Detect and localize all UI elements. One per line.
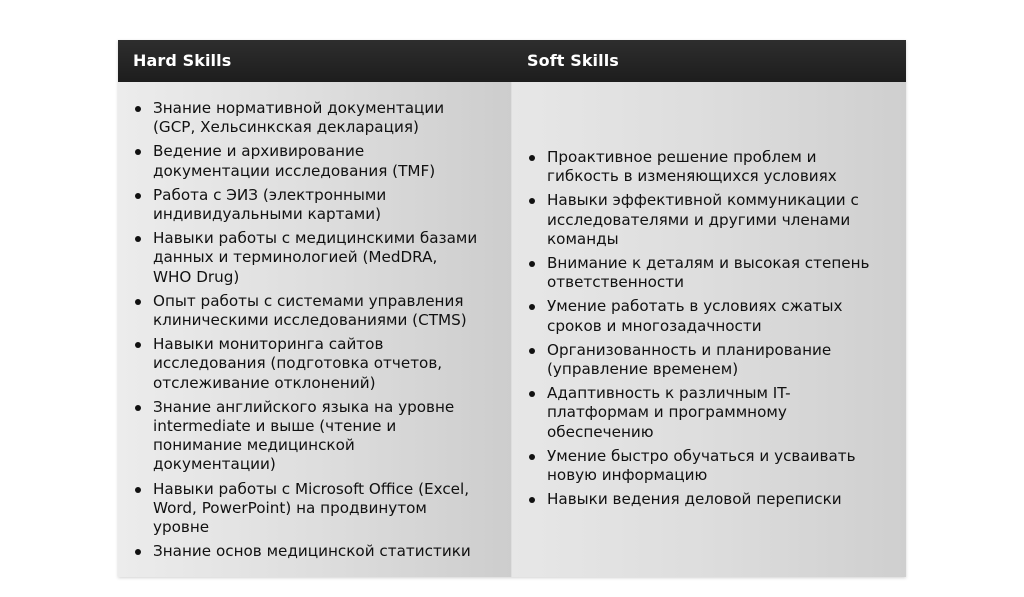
list-item bbox=[118, 542, 512, 561]
bullet-icon bbox=[135, 106, 141, 112]
bullet-icon bbox=[135, 405, 141, 411]
list-item-text: Опыт работы с системами управления bbox=[153, 291, 464, 310]
header-soft-skills: Soft Skills bbox=[527, 51, 619, 70]
list-item-text: WHO Drug) bbox=[153, 267, 240, 286]
list-item-text: документации исследования (TMF) bbox=[153, 161, 436, 180]
list-item-text: Внимание к деталям и высокая степень bbox=[547, 254, 870, 273]
list-item-text: исследования (подготовка отчетов, bbox=[153, 354, 443, 373]
list-item bbox=[512, 447, 906, 485]
list-item-text: гибкость в изменяющихся условиях bbox=[547, 167, 837, 186]
list-item-text: Ведение и архивирование bbox=[153, 142, 365, 161]
list-item-text: команды bbox=[547, 229, 619, 248]
list-item-text: индивидуальными картами) bbox=[153, 205, 382, 224]
list-item-text: Адаптивность к различным IT- bbox=[547, 384, 791, 403]
list-item-text: понимание медицинской bbox=[153, 436, 355, 455]
soft-skills-column bbox=[512, 82, 906, 577]
list-item-text: Проактивное решение проблем и bbox=[547, 148, 817, 166]
list-item-text: сроков и многозадачности bbox=[547, 316, 762, 335]
list-item bbox=[512, 191, 906, 249]
bullet-icon bbox=[529, 304, 535, 310]
list-item bbox=[512, 490, 906, 509]
soft-skills-list bbox=[512, 148, 906, 514]
hard-skills-list bbox=[118, 99, 512, 566]
bullet-icon bbox=[135, 487, 141, 493]
bullet-icon bbox=[529, 348, 535, 354]
bullet-icon bbox=[529, 198, 535, 204]
list-item bbox=[512, 297, 906, 335]
list-item bbox=[118, 99, 512, 137]
bullet-icon bbox=[529, 155, 535, 161]
table-header bbox=[118, 40, 906, 82]
bullet-icon bbox=[135, 236, 141, 242]
list-item-text: Навыки ведения деловой переписки bbox=[547, 490, 842, 509]
list-item bbox=[118, 335, 512, 393]
bullet-icon bbox=[135, 549, 141, 555]
list-item-text: данных и терминологией (MedDRA, bbox=[153, 248, 438, 267]
list-item bbox=[512, 148, 906, 186]
list-item-text: Навыки мониторинга сайтов bbox=[153, 335, 384, 354]
list-item-text: (GCP, Хельсинкская декларация) bbox=[153, 118, 419, 137]
list-item bbox=[512, 341, 906, 379]
list-item-text: исследователями и другими членами bbox=[547, 210, 851, 229]
list-item-text: Навыки эффективной коммуникации с bbox=[547, 191, 859, 210]
list-item-text: Умение быстро обучаться и усваивать bbox=[547, 446, 856, 465]
bullet-icon bbox=[135, 342, 141, 348]
hard-skills-column bbox=[118, 82, 512, 577]
list-item-text: новую информацию bbox=[547, 466, 708, 485]
list-item-text: ответственности bbox=[547, 273, 684, 292]
list-item-text: клиническими исследованиями (CTMS) bbox=[153, 311, 467, 330]
bullet-icon bbox=[529, 497, 535, 503]
list-item-text: Навыки работы с Microsoft Office (Excel, bbox=[153, 479, 470, 498]
list-item bbox=[118, 186, 512, 224]
bullet-icon bbox=[135, 299, 141, 305]
list-item-text: Знание английского языка на уровне bbox=[153, 397, 455, 416]
list-item-text: документации) bbox=[153, 455, 276, 474]
header-hard-skills: Hard Skills bbox=[133, 51, 232, 70]
list-item bbox=[118, 292, 512, 330]
list-item-text: Работа с ЭИЗ (электронными bbox=[153, 185, 387, 204]
list-item-text: Навыки работы с медицинскими базами bbox=[153, 229, 478, 248]
bullet-icon bbox=[529, 391, 535, 397]
list-item bbox=[118, 229, 512, 287]
list-item bbox=[512, 384, 906, 442]
list-item-text: платформам и программному bbox=[547, 403, 787, 422]
list-item bbox=[118, 480, 512, 538]
list-item-text: intermediate и выше (чтение и bbox=[153, 417, 397, 436]
list-item-text: (управление временем) bbox=[547, 360, 739, 379]
bullet-icon bbox=[529, 261, 535, 267]
list-item-text: Знание нормативной документации bbox=[153, 99, 445, 117]
list-item-text: Знание основ медицинской статистики bbox=[153, 542, 471, 561]
list-item bbox=[512, 254, 906, 292]
list-item bbox=[118, 142, 512, 180]
list-item-text: Организованность и планирование bbox=[547, 340, 832, 359]
list-item-text: обеспечению bbox=[547, 422, 654, 441]
list-item-text: Word, PowerPoint) на продвинутом bbox=[153, 498, 427, 517]
bullet-icon bbox=[135, 193, 141, 199]
list-item-text: отслеживание отклонений) bbox=[153, 373, 376, 392]
list-item bbox=[118, 398, 512, 475]
list-item-text: уровне bbox=[153, 518, 210, 537]
bullet-icon bbox=[529, 454, 535, 460]
skills-table bbox=[118, 40, 906, 577]
column-divider bbox=[511, 82, 512, 577]
list-item-text: Умение работать в условиях сжатых bbox=[547, 297, 843, 316]
bullet-icon bbox=[135, 149, 141, 155]
